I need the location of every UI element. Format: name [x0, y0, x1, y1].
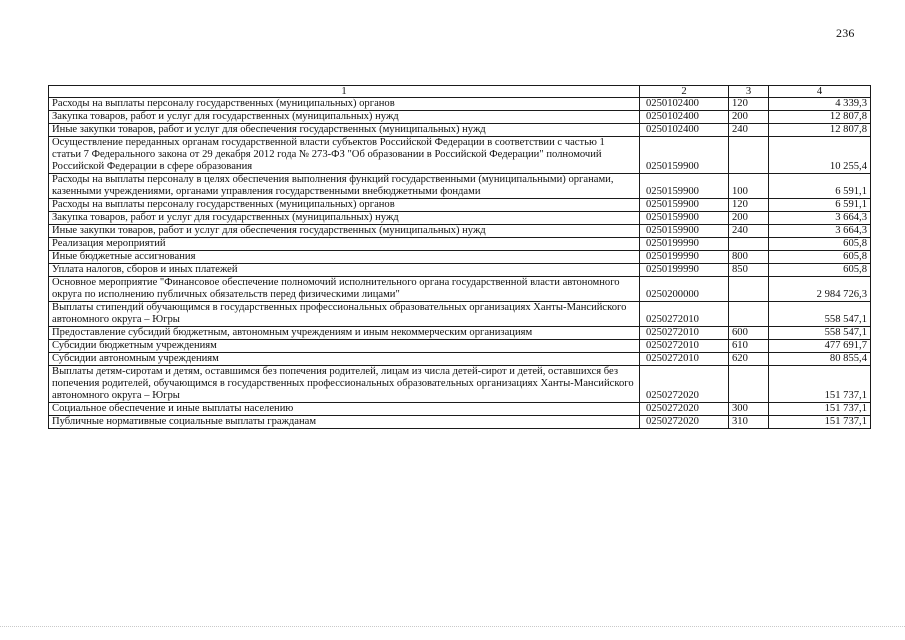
- row-amount: 2 984 726,3: [769, 277, 871, 302]
- row-expense-type: 610: [729, 340, 769, 353]
- table-row: [49, 238, 871, 251]
- row-target-code: 0250102400: [640, 111, 729, 124]
- row-expense-type: 240: [729, 225, 769, 238]
- row-target-code: 0250159900: [640, 225, 729, 238]
- row-target-code: 0250272010: [640, 302, 729, 327]
- row-expense-type: 120: [729, 98, 769, 111]
- table-row: [49, 340, 871, 353]
- budget-table: [48, 85, 871, 429]
- row-target-code: 0250102400: [640, 124, 729, 137]
- row-name: Субсидии бюджетным учреждениям: [49, 340, 640, 353]
- row-amount: 10 255,4: [769, 137, 871, 174]
- row-expense-type: 600: [729, 327, 769, 340]
- row-amount: 151 737,1: [769, 366, 871, 403]
- row-expense-type: [729, 137, 769, 174]
- row-name: Расходы на выплаты персоналу государственных (муниципальных) органов: [49, 199, 640, 212]
- row-expense-type: [729, 366, 769, 403]
- row-name: Закупка товаров, работ и услуг для государственных (муниципальных) нужд: [49, 212, 640, 225]
- page-number: 236: [836, 26, 855, 40]
- table-row: [49, 353, 871, 366]
- header-col-1: 1: [49, 86, 640, 98]
- row-name: Иные закупки товаров, работ и услуг для обеспечения государственных (муниципальных) нужд: [49, 225, 640, 238]
- row-amount: 605,8: [769, 251, 871, 264]
- table-row: [49, 174, 871, 199]
- row-amount: 12 807,8: [769, 124, 871, 137]
- table-header: [49, 86, 871, 98]
- row-name: Выплаты стипендий обучающимся в государственных профессиональных образовательных организациях Ханты-Мансийского автономного округа – Югры: [49, 302, 640, 327]
- row-expense-type: [729, 277, 769, 302]
- row-target-code: 0250159900: [640, 212, 729, 225]
- row-target-code: 0250159900: [640, 174, 729, 199]
- table-row: [49, 366, 871, 403]
- row-name: Выплаты детям-сиротам и детям, оставшимся без попечения родителей, лицам из числа детей-сирот и детей, оставшихся без попечения родителей, обучающимся в государственных профессиональных образовательных организациях Ханты-Мансийского автономного округа – Югры: [49, 366, 640, 403]
- row-expense-type: 120: [729, 199, 769, 212]
- table-row: [49, 111, 871, 124]
- table-row: [49, 98, 871, 111]
- row-amount: 12 807,8: [769, 111, 871, 124]
- row-amount: 605,8: [769, 264, 871, 277]
- table-row: [49, 124, 871, 137]
- row-expense-type: 100: [729, 174, 769, 199]
- row-name: Расходы на выплаты персоналу в целях обеспечения выполнения функций государственными (муниципальными) органами, казенными учреждениями, органами управления государственными внебюджетными фондами: [49, 174, 640, 199]
- table-body: [49, 98, 871, 429]
- table-row: [49, 225, 871, 238]
- table-row: [49, 251, 871, 264]
- row-expense-type: [729, 302, 769, 327]
- row-target-code: 0250159900: [640, 137, 729, 174]
- row-target-code: 0250102400: [640, 98, 729, 111]
- scan-artifact-line: [0, 626, 905, 627]
- row-expense-type: 200: [729, 212, 769, 225]
- row-name: Иные закупки товаров, работ и услуг для обеспечения государственных (муниципальных) нужд: [49, 124, 640, 137]
- row-amount: 151 737,1: [769, 416, 871, 429]
- table-row: [49, 416, 871, 429]
- table-row: [49, 327, 871, 340]
- row-name: Уплата налогов, сборов и иных платежей: [49, 264, 640, 277]
- row-name: Реализация мероприятий: [49, 238, 640, 251]
- row-expense-type: [729, 238, 769, 251]
- row-expense-type: 200: [729, 111, 769, 124]
- row-target-code: 0250272010: [640, 327, 729, 340]
- row-name: Основное мероприятие "Финансовое обеспечение полномочий исполнительного органа государственной власти автономного округа по исполнению публичных обязательств перед физическими лицами": [49, 277, 640, 302]
- row-expense-type: 300: [729, 403, 769, 416]
- table-row: [49, 277, 871, 302]
- row-name: Осуществление переданных органам государственной власти субъектов Российской Федерации в соответствии с частью 1 статьи 7 Федерального закона от 29 декабря 2012 года № 273-ФЗ "Об образовании в Российской Федерации" полномочий Российской Федерации в сфере образования: [49, 137, 640, 174]
- row-amount: 558 547,1: [769, 302, 871, 327]
- row-name: Предоставление субсидий бюджетным, автономным учреждениям и иным некоммерческим организациям: [49, 327, 640, 340]
- table-row: [49, 264, 871, 277]
- row-amount: 6 591,1: [769, 174, 871, 199]
- row-amount: 4 339,3: [769, 98, 871, 111]
- row-name: Закупка товаров, работ и услуг для государственных (муниципальных) нужд: [49, 111, 640, 124]
- row-target-code: 0250200000: [640, 277, 729, 302]
- row-name: Расходы на выплаты персоналу государственных (муниципальных) органов: [49, 98, 640, 111]
- row-amount: 3 664,3: [769, 225, 871, 238]
- row-expense-type: 850: [729, 264, 769, 277]
- row-expense-type: 620: [729, 353, 769, 366]
- row-target-code: 0250159900: [640, 199, 729, 212]
- table-row: [49, 137, 871, 174]
- row-amount: 151 737,1: [769, 403, 871, 416]
- table-row: [49, 199, 871, 212]
- row-name: Иные бюджетные ассигнования: [49, 251, 640, 264]
- row-amount: 3 664,3: [769, 212, 871, 225]
- row-target-code: 0250272020: [640, 416, 729, 429]
- row-target-code: 0250272010: [640, 340, 729, 353]
- row-amount: 558 547,1: [769, 327, 871, 340]
- header-col-4: 4: [769, 86, 871, 98]
- row-name: Субсидии автономным учреждениям: [49, 353, 640, 366]
- row-target-code: 0250199990: [640, 238, 729, 251]
- row-target-code: 0250199990: [640, 264, 729, 277]
- row-amount: 80 855,4: [769, 353, 871, 366]
- header-col-2: 2: [640, 86, 729, 98]
- row-target-code: 0250272010: [640, 353, 729, 366]
- header-row: [49, 86, 871, 98]
- row-expense-type: 240: [729, 124, 769, 137]
- table-row: [49, 302, 871, 327]
- row-target-code: 0250272020: [640, 403, 729, 416]
- row-amount: 477 691,7: [769, 340, 871, 353]
- row-expense-type: 800: [729, 251, 769, 264]
- row-target-code: 0250199990: [640, 251, 729, 264]
- row-name: Публичные нормативные социальные выплаты гражданам: [49, 416, 640, 429]
- table-row: [49, 212, 871, 225]
- row-target-code: 0250272020: [640, 366, 729, 403]
- row-expense-type: 310: [729, 416, 769, 429]
- header-col-3: 3: [729, 86, 769, 98]
- table-row: [49, 403, 871, 416]
- row-amount: 6 591,1: [769, 199, 871, 212]
- row-amount: 605,8: [769, 238, 871, 251]
- row-name: Социальное обеспечение и иные выплаты населению: [49, 403, 640, 416]
